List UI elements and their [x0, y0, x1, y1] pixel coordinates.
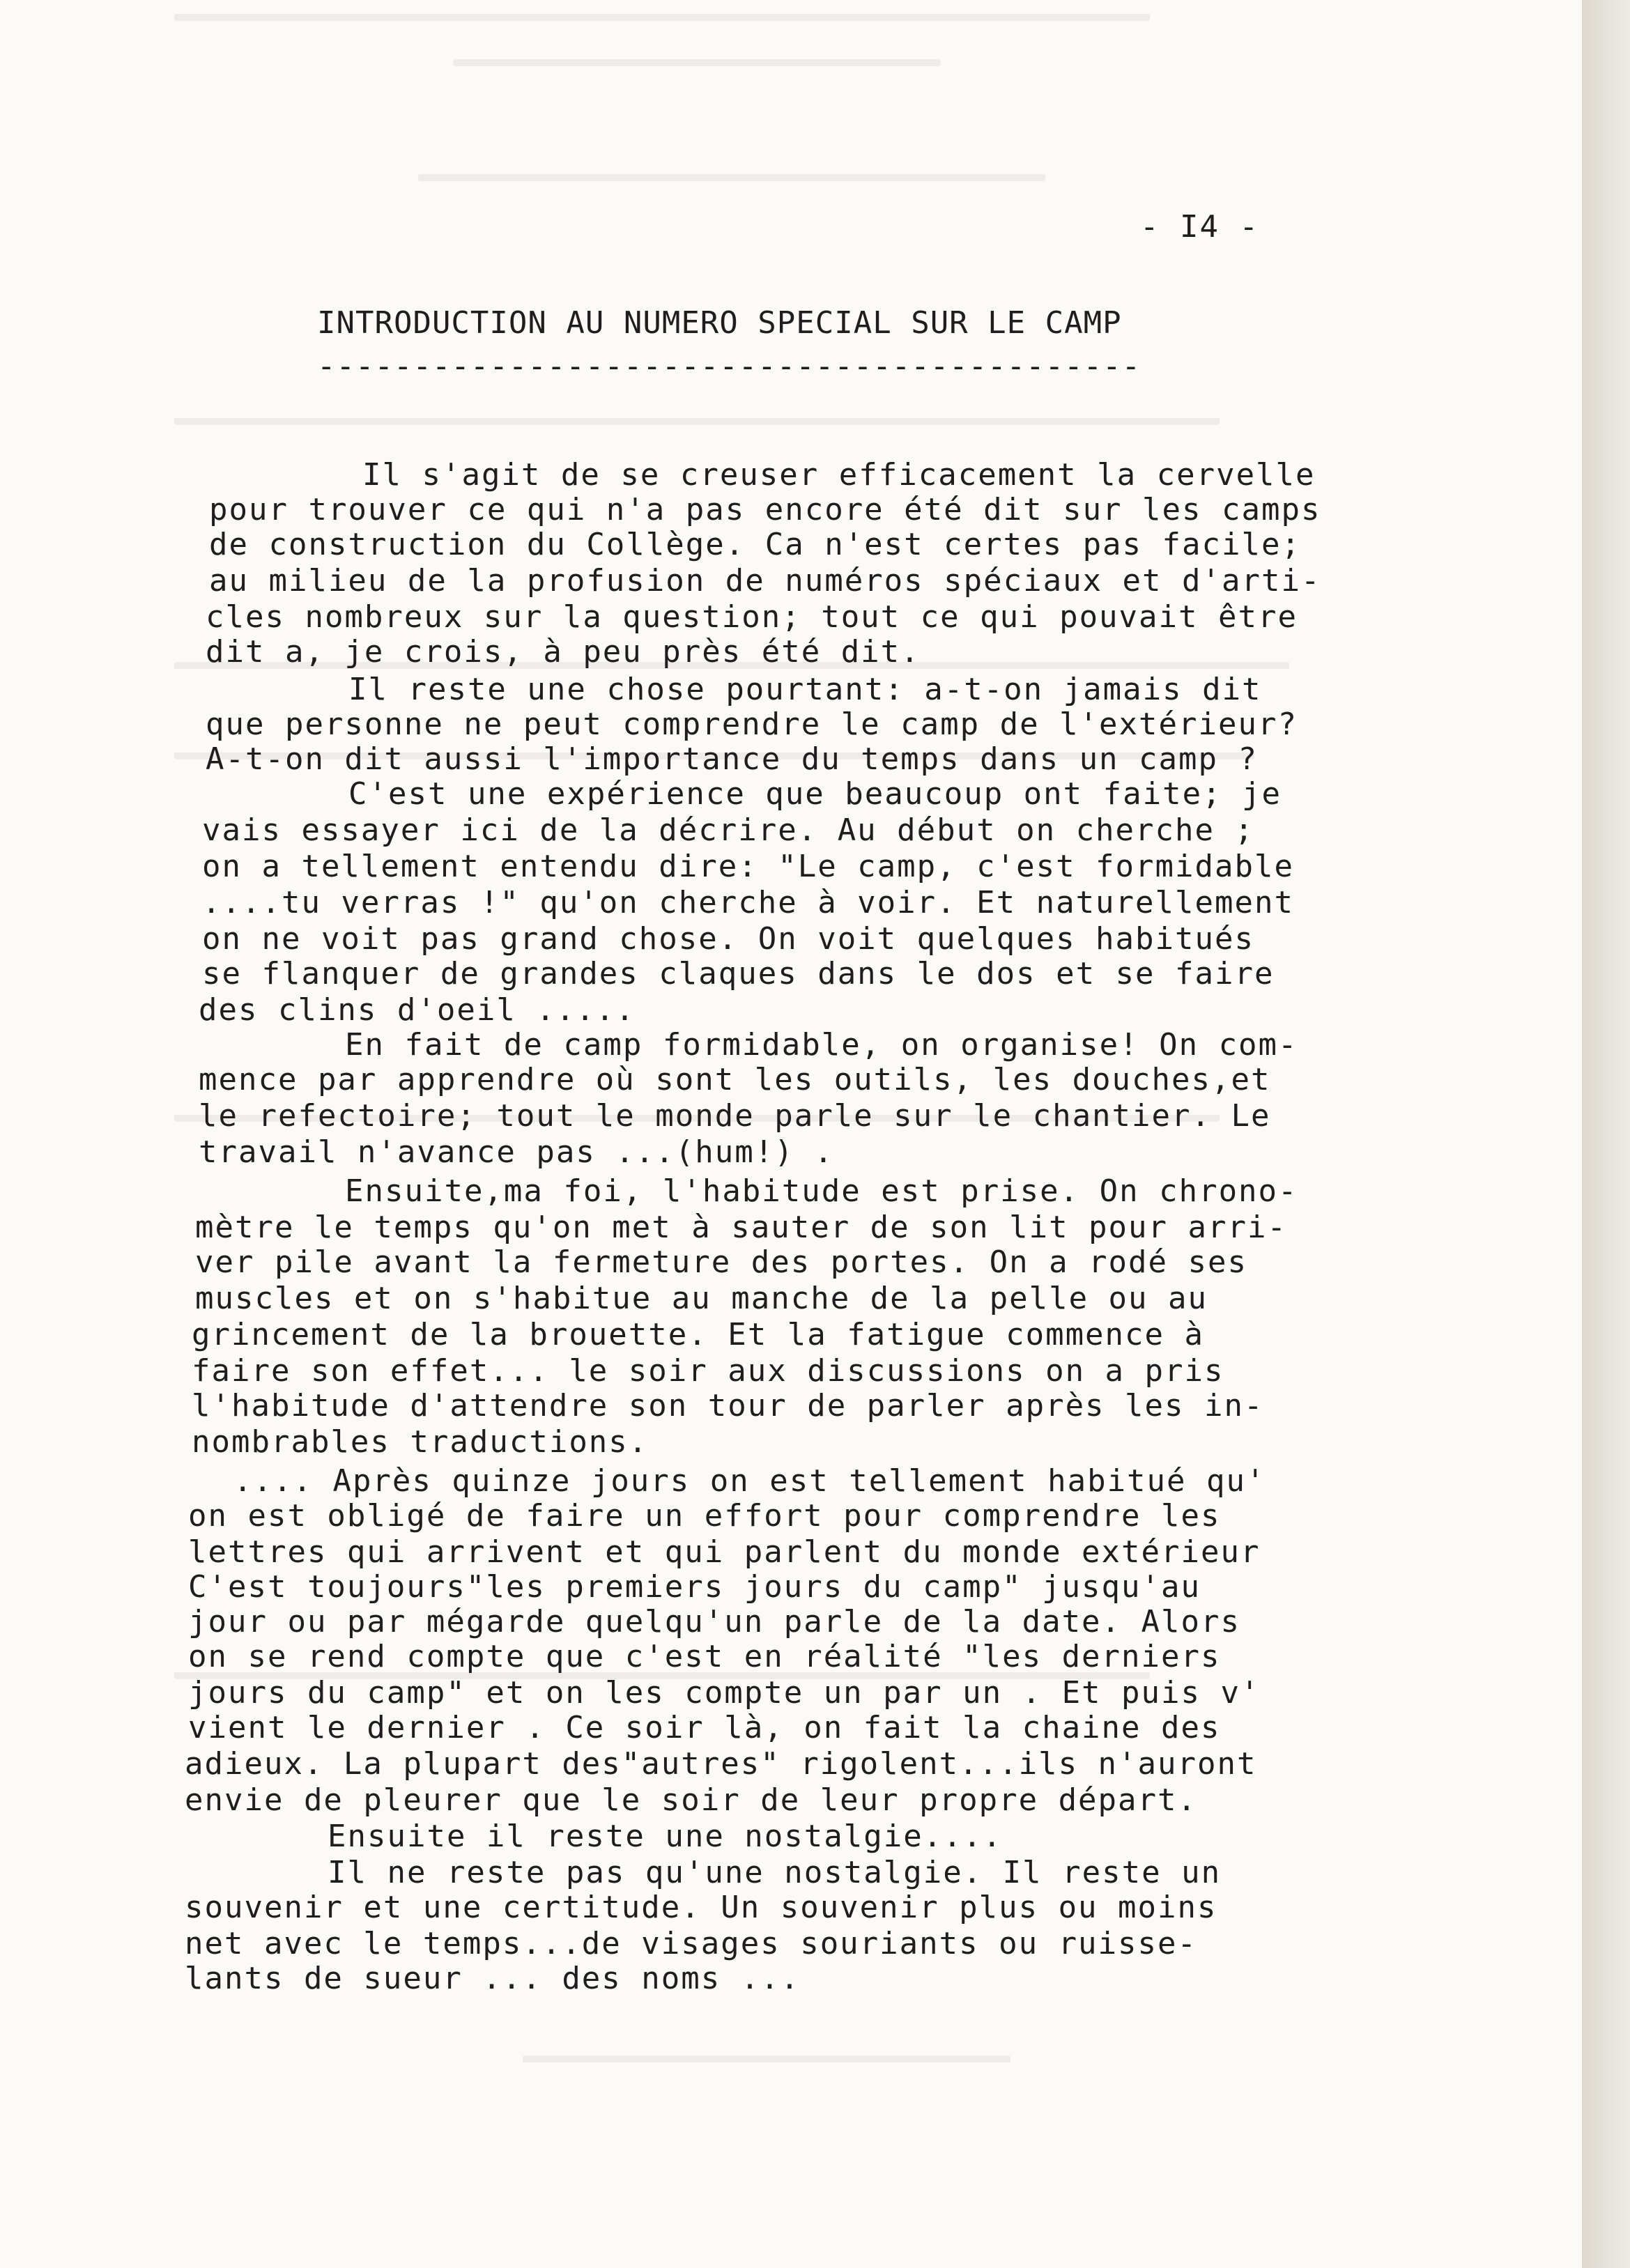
text-line: grincement de la brouette. Et la fatigue commence à [192, 1317, 1205, 1352]
text-line: faire son effet... le soir aux discussions on a pris [192, 1353, 1224, 1389]
text-line: mence par apprendre où sont les outils, les douches,et [199, 1062, 1271, 1097]
title-underline: ------------------------------------------- [317, 348, 1141, 384]
text-line: vient le dernier . Ce soir là, on fait la chaine des [188, 1710, 1221, 1745]
text-line: souvenir et une certitude. Un souvenir plus ou moins [185, 1890, 1217, 1925]
text-line: on se rend compte que c'est en réalité "les derniers [188, 1639, 1221, 1674]
text-line: on a tellement entendu dire: "Le camp, c'est formidable [202, 849, 1294, 884]
text-line: vais essayer ici de la décrire. Au début on cherche ; [202, 812, 1254, 848]
text-line: Il s'agit de se creuser efficacement la cervelle [362, 457, 1316, 493]
text-line: l'habitude d'attendre son tour de parler après les in- [192, 1388, 1264, 1424]
text-line: se flanquer de grandes claques dans le dos et se faire [202, 956, 1275, 992]
text-line: on est obligé de faire un effort pour comprendre les [188, 1498, 1221, 1534]
text-line: que personne ne peut comprendre le camp de l'extérieur? [206, 707, 1298, 742]
text-line: de construction du Collège. Ca n'est certes pas facile; [209, 527, 1301, 562]
text-line: C'est toujours"les premiers jours du camp" jusqu'au [188, 1569, 1201, 1605]
text-line: jours du camp" et on les compte un par un . Et puis v' [188, 1675, 1261, 1711]
text-line: lettres qui arrivent et qui parlent du monde extérieur [188, 1534, 1261, 1570]
text-line: Ensuite il reste une nostalgie.... [328, 1819, 1003, 1854]
text-line: pour trouver ce qui n'a pas encore été dit sur les camps [209, 492, 1321, 527]
text-line: envie de pleurer que le soir de leur propre départ. [185, 1782, 1198, 1818]
text-line: C'est une expérience que beaucoup ont faite; je [348, 776, 1282, 812]
text-line: mètre le temps qu'on met à sauter de son lit pour arri- [195, 1210, 1287, 1245]
text-line: adieux. La plupart des"autres" rigolent...ils n'auront [185, 1746, 1257, 1782]
text-line: cles nombreux sur la question; tout ce qui pouvait être [206, 599, 1298, 635]
text-line: Il ne reste pas qu'une nostalgie. Il reste un [328, 1855, 1222, 1890]
text-line: des clins d'oeil ..... [199, 992, 636, 1028]
text-line: muscles et on s'habitue au manche de la pelle ou au [195, 1281, 1208, 1316]
text-line: le refectoire; tout le monde parle sur le chantier. Le [199, 1098, 1271, 1134]
text-line: lants de sueur ... des noms ... [185, 1961, 801, 1996]
text-line: Il reste une chose pourtant: a-t-on jamais dit [348, 672, 1262, 707]
page-number: - I4 - [1140, 209, 1259, 245]
text-line: ver pile avant la fermeture des portes. On a rodé ses [195, 1244, 1247, 1280]
page-edge [1582, 0, 1630, 2268]
text-line: dit a, je crois, à peu près été dit. [206, 634, 921, 670]
text-line: au milieu de la profusion de numéros spéciaux et d'arti- [209, 563, 1321, 599]
text-line: ....tu verras !" qu'on cherche à voir. Et naturellement [202, 885, 1294, 920]
text-line: travail n'avance pas ...(hum!) . [199, 1134, 834, 1170]
text-line: nombrables traductions. [192, 1424, 649, 1460]
text-line: A-t-on dit aussi l'importance du temps dans un camp ? [206, 741, 1258, 777]
page-title: INTRODUCTION AU NUMERO SPECIAL SUR LE CAMP [317, 305, 1122, 341]
text-line: net avec le temps...de visages souriants ou ruisse- [185, 1926, 1198, 1961]
text-line: .... Après quinze jours on est tellement habitué qu' [233, 1463, 1266, 1499]
text-line: jour ou par mégarde quelqu'un parle de la date. Alors [188, 1604, 1240, 1640]
text-line: En fait de camp formidable, on organise! On com- [345, 1027, 1298, 1063]
text-line: on ne voit pas grand chose. On voit quelques habitués [202, 921, 1254, 957]
text-line: Ensuite,ma foi, l'habitude est prise. On chrono- [345, 1173, 1298, 1209]
